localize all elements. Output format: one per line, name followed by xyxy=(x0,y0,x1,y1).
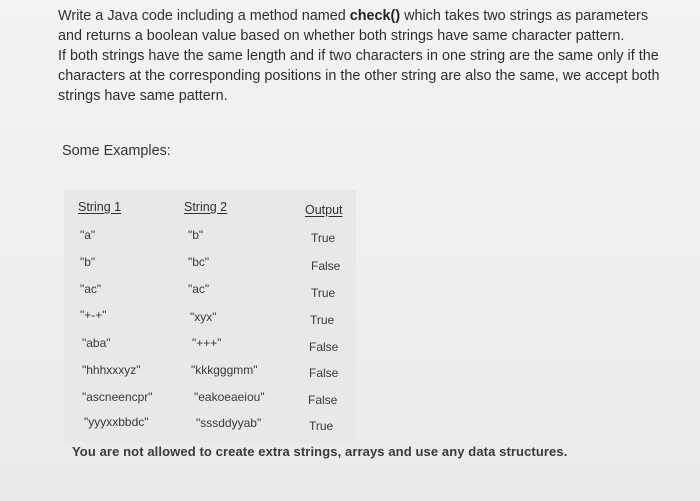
table-cell-string-2: "xyx" xyxy=(190,310,217,324)
table-cell-string-2: "kkkgggmm" xyxy=(191,363,258,377)
table-cell-output: True xyxy=(311,286,336,300)
table-cell-output: False xyxy=(309,366,339,380)
question-line-1 xyxy=(58,6,694,26)
question-line-2: and returns a boolean value based on whether both strings have same character pattern. xyxy=(58,28,625,44)
question-line-1-pre: Write a Java code including a method named xyxy=(58,8,350,24)
constraint-note: You are not allowed to create extra strings, arrays and use any data structures. xyxy=(72,444,568,459)
question-line-1-post: which takes two strings as parameters xyxy=(400,8,649,24)
table-cell-string-2: "ac" xyxy=(188,282,210,296)
table-cell-string-1: "ac" xyxy=(80,282,102,296)
table-cell-output: True xyxy=(309,419,334,433)
table-cell-string-2: "bc" xyxy=(188,255,210,269)
table-cell-string-1: "ascneencpr" xyxy=(82,390,153,404)
table-cell-string-1: "+-+" xyxy=(80,308,107,322)
examples-table xyxy=(64,190,356,442)
method-name: check() xyxy=(349,8,401,24)
table-cell-string-2: "eakoeaeiou" xyxy=(194,390,265,404)
question-text xyxy=(58,6,694,106)
table-cell-string-1: "aba" xyxy=(82,336,111,350)
table-cell-string-1: "hhhxxxyz" xyxy=(82,363,141,377)
table-cell-output: False xyxy=(308,393,338,407)
table-cell-output: True xyxy=(310,313,335,327)
header-string-1: String 1 xyxy=(78,200,122,214)
table-cell-output: False xyxy=(311,259,341,273)
table-cell-string-1: "a" xyxy=(80,228,96,242)
header-output: Output xyxy=(305,203,343,217)
table-cell-output: False xyxy=(309,340,339,354)
header-string-2: String 2 xyxy=(184,200,228,214)
question-line-4: characters at the corresponding positions in the other string are also the same, we accept both xyxy=(58,68,660,84)
table-cell-string-2: "sssddyyab" xyxy=(196,416,262,430)
table-cell-string-1: "yyyxxbbdc" xyxy=(84,415,149,429)
question-line-5: strings have same pattern. xyxy=(58,88,228,104)
table-cell-string-2: "+++" xyxy=(192,336,222,350)
examples-title: Some Examples: xyxy=(62,143,171,159)
question-line-3: If both strings have the same length and if two characters in one string are the same only if the xyxy=(58,48,659,64)
table-cell-string-2: "b" xyxy=(188,228,204,242)
table-cell-string-1: "b" xyxy=(80,255,96,269)
table-cell-output: True xyxy=(311,231,336,245)
